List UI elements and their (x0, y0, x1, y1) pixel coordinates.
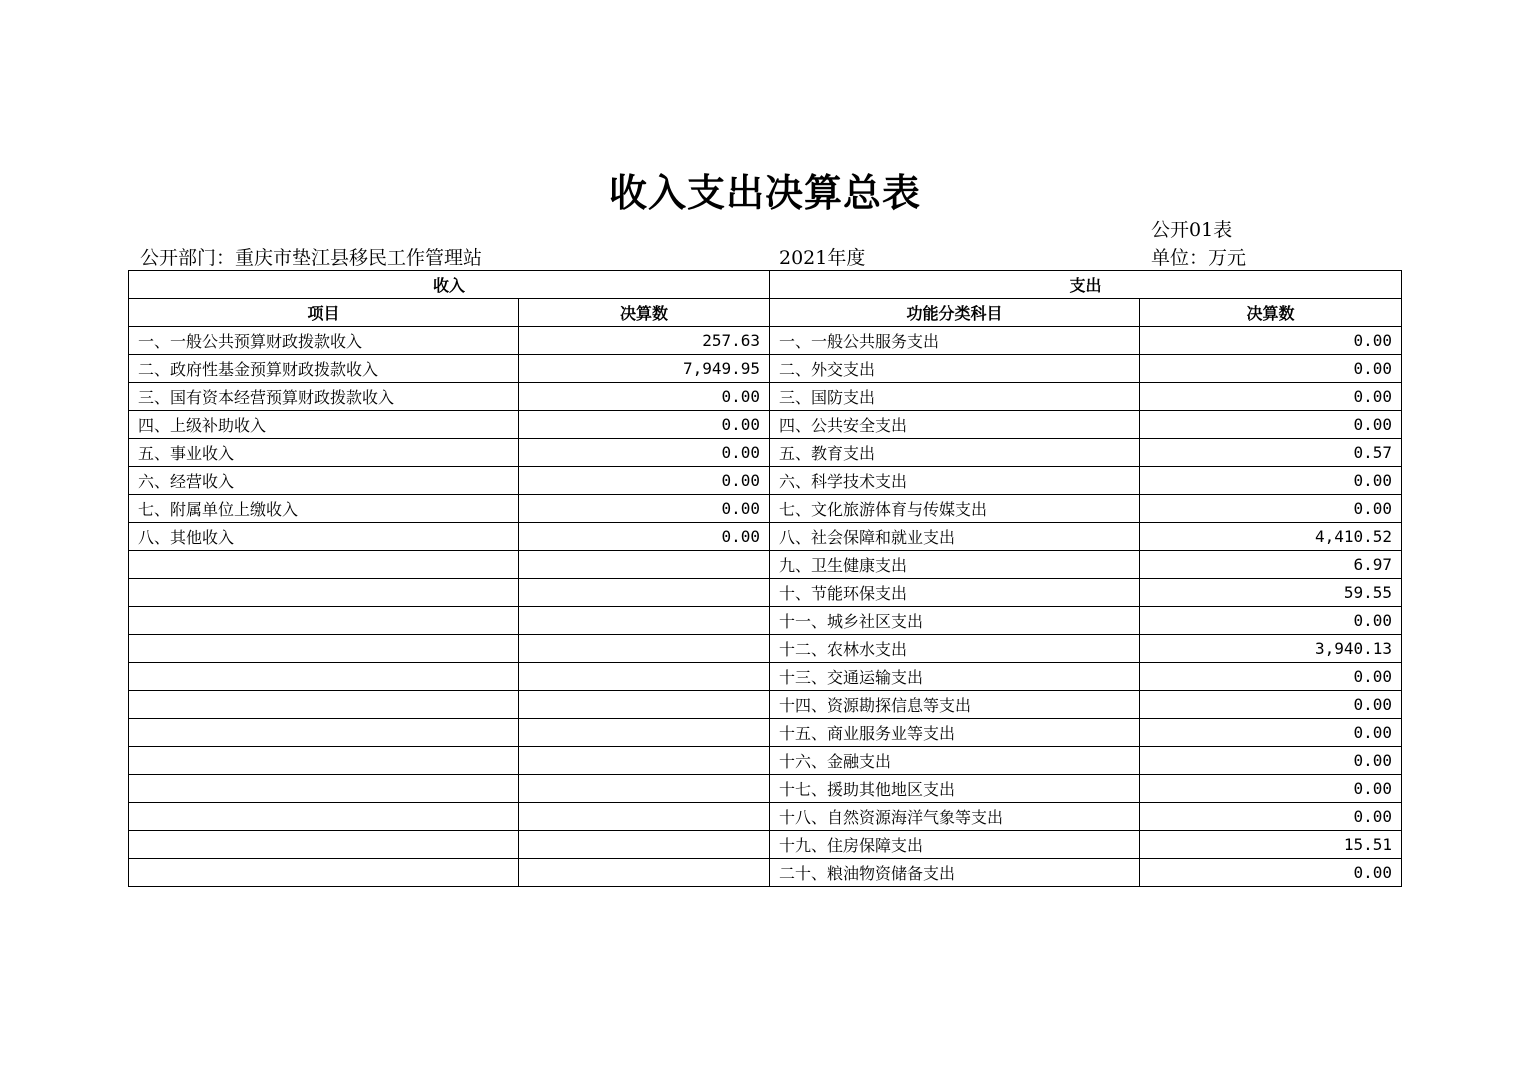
income-amount-cell: 257.63 (519, 327, 770, 355)
expense-item-cell: 十二、农林水支出 (770, 635, 1140, 663)
income-item-cell (129, 579, 519, 607)
function-category-column-header: 功能分类科目 (770, 299, 1140, 327)
table-row (129, 411, 1402, 439)
income-item-cell (129, 775, 519, 803)
income-item-cell (129, 859, 519, 887)
expense-amount-cell: 0.57 (1140, 439, 1402, 467)
table-row (129, 495, 1402, 523)
expense-amount-cell: 3,940.13 (1140, 635, 1402, 663)
income-item-cell (129, 635, 519, 663)
expense-item-cell: 四、公共安全支出 (770, 411, 1140, 439)
income-amount-cell (519, 859, 770, 887)
expense-amount-column-header: 决算数 (1140, 299, 1402, 327)
income-amount-cell: 7,949.95 (519, 355, 770, 383)
table-row (129, 691, 1402, 719)
unit-label: 单位：万元 (1151, 247, 1247, 269)
table-row (129, 551, 1402, 579)
expense-item-cell: 十五、商业服务业等支出 (770, 719, 1140, 747)
expense-amount-cell: 0.00 (1140, 467, 1402, 495)
income-amount-cell (519, 551, 770, 579)
expense-amount-cell: 0.00 (1140, 411, 1402, 439)
expense-item-cell: 二、外交支出 (770, 355, 1140, 383)
expense-item-cell: 八、社会保障和就业支出 (770, 523, 1140, 551)
income-amount-cell: 0.00 (519, 439, 770, 467)
income-item-cell: 八、其他收入 (129, 523, 519, 551)
income-item-cell: 七、附属单位上缴收入 (129, 495, 519, 523)
table-row (129, 383, 1402, 411)
expense-item-cell: 一、一般公共服务支出 (770, 327, 1140, 355)
expense-amount-cell: 0.00 (1140, 663, 1402, 691)
expense-item-cell: 二十、粮油物资储备支出 (770, 859, 1140, 887)
expense-amount-cell: 0.00 (1140, 327, 1402, 355)
income-item-cell (129, 803, 519, 831)
expense-item-cell: 十一、城乡社区支出 (770, 607, 1140, 635)
income-amount-cell (519, 803, 770, 831)
income-amount-cell (519, 663, 770, 691)
income-item-cell (129, 831, 519, 859)
table-row (129, 859, 1402, 887)
expense-item-cell: 十七、援助其他地区支出 (770, 775, 1140, 803)
income-amount-cell (519, 579, 770, 607)
expense-amount-cell: 0.00 (1140, 607, 1402, 635)
income-item-cell (129, 663, 519, 691)
table-row (129, 607, 1402, 635)
income-item-cell: 四、上级补助收入 (129, 411, 519, 439)
table-row (129, 579, 1402, 607)
income-item-cell: 三、国有资本经营预算财政拨款收入 (129, 383, 519, 411)
table-row (129, 635, 1402, 663)
form-number: 公开01表 (1151, 219, 1233, 241)
income-amount-cell (519, 719, 770, 747)
income-amount-cell: 0.00 (519, 495, 770, 523)
expense-item-cell: 十四、资源勘探信息等支出 (770, 691, 1140, 719)
expense-amount-cell: 6.97 (1140, 551, 1402, 579)
income-amount-cell (519, 635, 770, 663)
income-section-header: 收入 (129, 271, 770, 299)
income-item-cell (129, 691, 519, 719)
expense-item-cell: 十六、金融支出 (770, 747, 1140, 775)
income-amount-cell (519, 691, 770, 719)
expense-amount-cell: 0.00 (1140, 803, 1402, 831)
fiscal-year: 2021年度 (779, 247, 866, 269)
expense-section-header: 支出 (770, 271, 1402, 299)
expense-item-cell: 七、文化旅游体育与传媒支出 (770, 495, 1140, 523)
item-column-header: 项目 (129, 299, 519, 327)
table-row (129, 719, 1402, 747)
expense-item-cell: 九、卫生健康支出 (770, 551, 1140, 579)
expense-item-cell: 六、科学技术支出 (770, 467, 1140, 495)
income-item-cell: 六、经营收入 (129, 467, 519, 495)
income-amount-cell: 0.00 (519, 467, 770, 495)
expense-amount-cell: 0.00 (1140, 775, 1402, 803)
income-amount-cell: 0.00 (519, 411, 770, 439)
table-row (129, 663, 1402, 691)
expense-amount-cell: 0.00 (1140, 859, 1402, 887)
income-item-cell (129, 607, 519, 635)
income-amount-cell (519, 775, 770, 803)
expense-item-cell: 十八、自然资源海洋气象等支出 (770, 803, 1140, 831)
income-amount-cell (519, 831, 770, 859)
expense-item-cell: 十、节能环保支出 (770, 579, 1140, 607)
expense-item-cell: 十九、住房保障支出 (770, 831, 1140, 859)
income-item-cell: 二、政府性基金预算财政拨款收入 (129, 355, 519, 383)
column-header-row (129, 299, 1402, 327)
income-item-cell: 一、一般公共预算财政拨款收入 (129, 327, 519, 355)
table-row (129, 831, 1402, 859)
expense-item-cell: 三、国防支出 (770, 383, 1140, 411)
table-row (129, 747, 1402, 775)
expense-amount-cell: 0.00 (1140, 747, 1402, 775)
expense-amount-cell: 59.55 (1140, 579, 1402, 607)
income-amount-cell (519, 607, 770, 635)
income-item-cell (129, 719, 519, 747)
income-item-cell (129, 551, 519, 579)
expense-amount-cell: 4,410.52 (1140, 523, 1402, 551)
expense-item-cell: 十三、交通运输支出 (770, 663, 1140, 691)
income-item-cell (129, 747, 519, 775)
table-row (129, 775, 1402, 803)
table-row (129, 467, 1402, 495)
expense-amount-cell: 0.00 (1140, 355, 1402, 383)
table-row (129, 523, 1402, 551)
department-label: 公开部门：重庆市垫江县移民工作管理站 (140, 247, 483, 269)
expense-amount-cell: 0.00 (1140, 691, 1402, 719)
table-row (129, 355, 1402, 383)
table-row (129, 803, 1402, 831)
income-amount-cell: 0.00 (519, 383, 770, 411)
income-amount-column-header: 决算数 (519, 299, 770, 327)
table-row (129, 439, 1402, 467)
expense-amount-cell: 15.51 (1140, 831, 1402, 859)
budget-table (128, 270, 1402, 887)
income-amount-cell (519, 747, 770, 775)
income-amount-cell: 0.00 (519, 523, 770, 551)
section-header-row (129, 271, 1402, 299)
expense-amount-cell: 0.00 (1140, 719, 1402, 747)
table-row (129, 327, 1402, 355)
expense-item-cell: 五、教育支出 (770, 439, 1140, 467)
income-item-cell: 五、事业收入 (129, 439, 519, 467)
expense-amount-cell: 0.00 (1140, 383, 1402, 411)
expense-amount-cell: 0.00 (1140, 495, 1402, 523)
page-title: 收入支出决算总表 (608, 171, 921, 215)
